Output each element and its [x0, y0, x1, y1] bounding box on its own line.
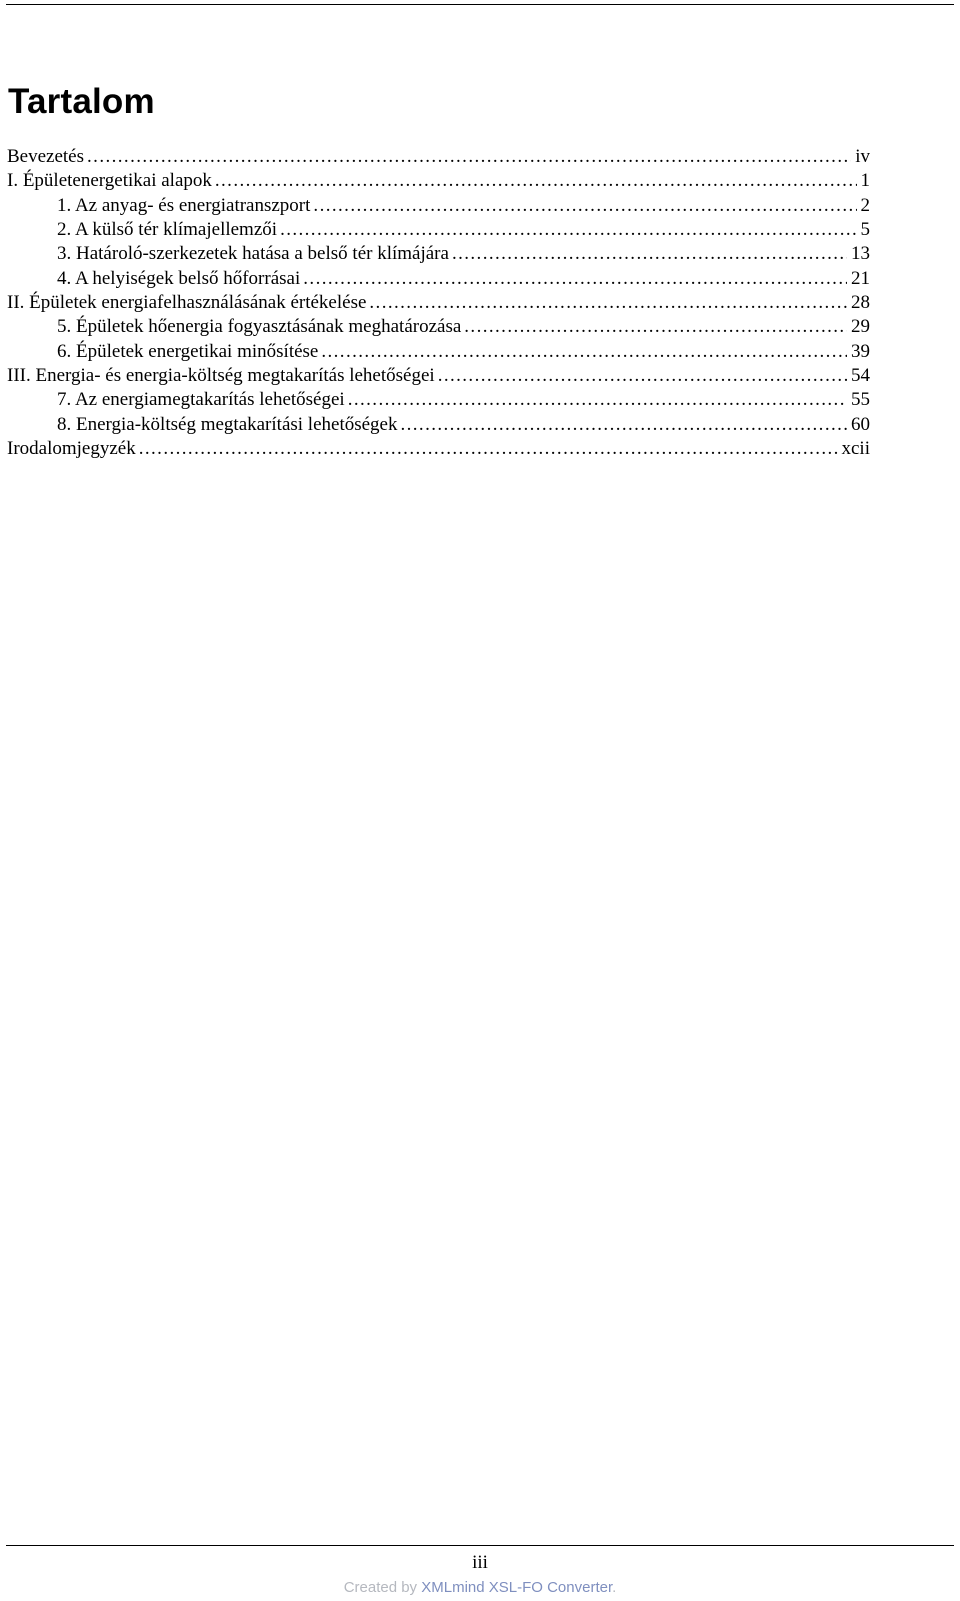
toc-entry-page: 21: [851, 267, 870, 289]
toc-entry-page: 2: [860, 194, 870, 216]
page-number: iii: [472, 1552, 488, 1573]
toc-entry-title: Bevezetés: [7, 146, 85, 167]
toc-entry[interactable]: [0, 145, 870, 169]
toc-entry[interactable]: [0, 194, 870, 218]
toc-entry-title: 2. A külső tér klímajellemzői: [57, 219, 278, 241]
toc-dot-leader: [452, 242, 847, 266]
toc-entry-page: 13: [851, 243, 870, 265]
toc-dot-leader: [400, 413, 847, 437]
toc-dot-leader: [280, 218, 856, 242]
toc-entry[interactable]: [0, 388, 870, 412]
toc-entry-title: I. Épületenergetikai alapok: [7, 170, 212, 192]
toc-entry[interactable]: [0, 437, 870, 461]
toc-list: [0, 145, 870, 461]
toc-entry-page: xcii: [841, 438, 870, 460]
toc-entry-page: 60: [851, 413, 870, 435]
toc-entry-page: 55: [851, 389, 870, 411]
toc-entry-title: III. Energia- és energia-költség megtakarítás lehetőségei: [7, 365, 435, 387]
toc-entry[interactable]: [0, 413, 870, 437]
toc-dot-leader: [215, 169, 857, 193]
toc-entry-title: 3. Határoló-szerkezetek hatása a belső tér klímájára: [57, 243, 449, 265]
toc-entry-title: 4. A helyiségek belső hőforrásai: [57, 267, 301, 289]
toc-entry-page: 54: [851, 365, 870, 387]
toc-dot-leader: [87, 145, 851, 169]
toc-entry[interactable]: [0, 340, 870, 364]
toc-entry[interactable]: [0, 218, 870, 242]
toc-entry-title: 1. Az anyag- és energiatranszport: [57, 194, 311, 216]
toc-dot-leader: [313, 194, 856, 218]
toc-dot-leader: [303, 267, 847, 291]
toc-dot-leader: [369, 291, 847, 315]
toc-entry-page: 29: [851, 316, 870, 338]
toc-dot-leader: [464, 315, 847, 339]
toc-entry-page: iv: [855, 146, 870, 167]
toc-dot-leader: [438, 364, 847, 388]
credit-brand-link[interactable]: XMLmind XSL-FO Converter: [421, 1579, 613, 1596]
toc-entry-page: 28: [851, 292, 870, 314]
footer-credit: [0, 1578, 960, 1598]
footer-rule: [6, 1545, 954, 1546]
toc-title: Tartalom: [8, 82, 155, 121]
toc-dot-leader: [139, 437, 838, 461]
header-rule: [6, 4, 954, 5]
toc-entry-page: 1: [860, 170, 870, 192]
toc-entry-title: 7. Az energiamegtakarítás lehetőségei: [57, 389, 345, 411]
toc-entry[interactable]: [0, 291, 870, 315]
toc-entry[interactable]: [0, 364, 870, 388]
toc-entry-page: 5: [860, 219, 870, 241]
toc-entry-title: II. Épületek energiafelhasználásának értékelése: [7, 292, 367, 314]
toc-entry-title: 6. Épületek energetikai minősítése: [57, 340, 319, 362]
toc-entry[interactable]: [0, 315, 870, 339]
credit-prefix: Created by: [343, 1579, 422, 1596]
toc-entry[interactable]: [0, 242, 870, 266]
credit-suffix: .: [612, 1579, 617, 1596]
toc-entry-title: Irodalomjegyzék: [7, 438, 136, 460]
toc-entry[interactable]: [0, 169, 870, 193]
toc-entry[interactable]: [0, 267, 870, 291]
toc-dot-leader: [348, 388, 847, 412]
toc-entry-page: 39: [851, 340, 870, 362]
toc-entry-title: 8. Energia-költség megtakarítási lehetőségek: [57, 413, 398, 435]
toc-dot-leader: [321, 340, 847, 364]
toc-entry-title: 5. Épületek hőenergia fogyasztásának meghatározása: [57, 316, 462, 338]
